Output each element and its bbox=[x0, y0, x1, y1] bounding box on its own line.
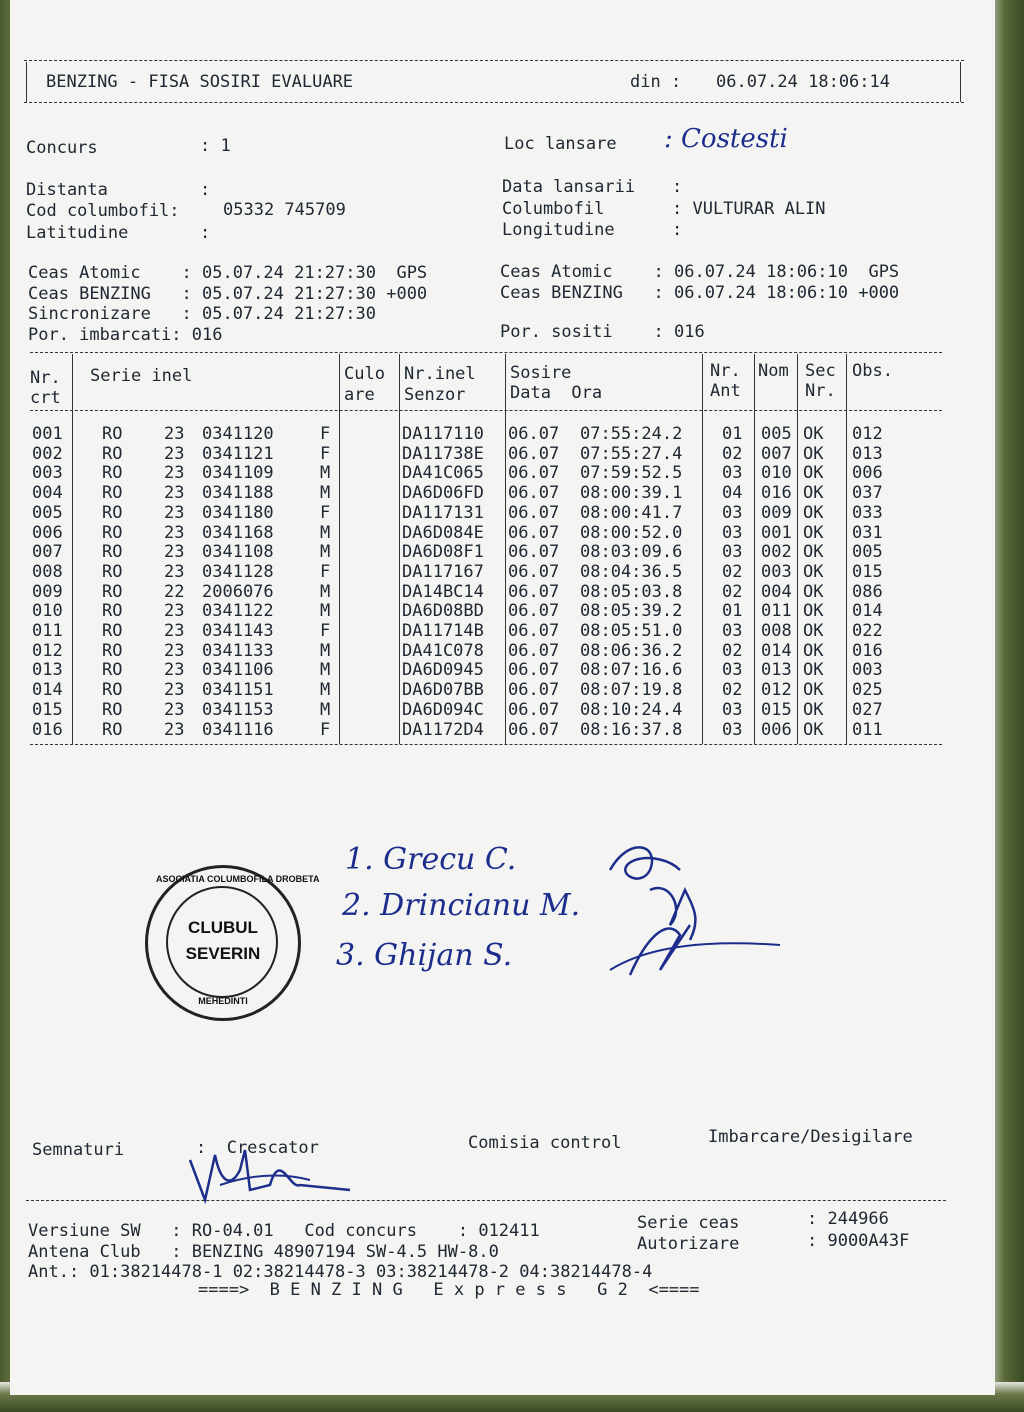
cell-obs: 012 bbox=[852, 424, 883, 444]
cell-inel: 0341188 bbox=[202, 483, 274, 504]
cell-inel: 0341153 bbox=[202, 699, 274, 720]
cell-sec: OK bbox=[803, 542, 824, 563]
table-row bbox=[10, 463, 995, 483]
cell-ora: 08:10:24.4 bbox=[580, 699, 683, 720]
cell-crt: 015 bbox=[32, 699, 63, 720]
distanta-label: Distanta bbox=[26, 180, 108, 200]
cell-senzor: DA6D094C bbox=[402, 699, 484, 720]
cell-sec: OK bbox=[803, 443, 824, 464]
cell-crt: 002 bbox=[32, 443, 63, 464]
cell-data: 06.07 bbox=[508, 542, 560, 563]
cell-obs: 022 bbox=[852, 621, 883, 641]
ceas-benzing-sosire: Ceas BENZING : 06.07.24 18:06:10 +000 bbox=[500, 283, 900, 303]
cell-sec: OK bbox=[803, 424, 824, 444]
cell-nom: 012 bbox=[761, 680, 792, 701]
cell-senzor: DA41C078 bbox=[402, 640, 484, 661]
cell-inel: 0341108 bbox=[202, 542, 274, 563]
longitudine-label: Longitudine bbox=[502, 220, 615, 240]
footer-antene: Ant.: 01:38214478-1 02:38214478-3 03:38214478-2 04:38214478-4 bbox=[28, 1262, 653, 1282]
cell-ora: 08:05:03.8 bbox=[580, 581, 683, 602]
cell-an: 23 bbox=[164, 542, 185, 563]
cell-sex: F bbox=[320, 502, 331, 523]
header-nr: Nr. bbox=[30, 368, 61, 388]
header-sec-2: Nr. bbox=[805, 381, 836, 401]
cell-obs: 013 bbox=[852, 443, 883, 464]
cell-crt: 003 bbox=[32, 463, 63, 484]
cell-tara: RO bbox=[102, 699, 123, 720]
loc-lansare-label: Loc lansare bbox=[504, 134, 617, 154]
cell-nom: 006 bbox=[761, 719, 792, 740]
concurs-value: : 1 bbox=[200, 136, 231, 156]
cell-data: 06.07 bbox=[508, 601, 560, 622]
crescator-signature-icon bbox=[180, 1130, 360, 1210]
cell-data: 06.07 bbox=[508, 621, 560, 641]
cell-crt: 012 bbox=[32, 640, 63, 661]
cell-tara: RO bbox=[102, 581, 123, 602]
cell-inel: 0341116 bbox=[202, 719, 274, 740]
cell-sec: OK bbox=[803, 561, 824, 582]
cell-sec: OK bbox=[803, 640, 824, 661]
cell-tara: RO bbox=[102, 660, 123, 681]
ceas-atomic-lansare: Ceas Atomic : 05.07.24 21:27:30 GPS bbox=[28, 263, 428, 283]
cell-nom: 009 bbox=[761, 502, 792, 523]
cell-an: 23 bbox=[164, 483, 185, 504]
cell-sec: OK bbox=[803, 601, 824, 622]
cell-obs: 006 bbox=[852, 463, 883, 484]
cell-inel: 0341120 bbox=[202, 424, 274, 444]
cell-crt: 016 bbox=[32, 719, 63, 740]
header-nr-ant-2: Ant bbox=[710, 381, 741, 401]
cell-obs: 014 bbox=[852, 601, 883, 622]
cell-tara: RO bbox=[102, 542, 123, 563]
table-row bbox=[10, 523, 995, 543]
cell-inel: 0341106 bbox=[202, 660, 274, 681]
header-culo: Culo bbox=[344, 364, 385, 384]
cell-inel: 0341128 bbox=[202, 561, 274, 582]
cod-columbofil-value: 05332 745709 bbox=[223, 200, 346, 220]
cell-an: 23 bbox=[164, 502, 185, 523]
cell-data: 06.07 bbox=[508, 443, 560, 464]
cell-sex: M bbox=[320, 522, 331, 543]
cell-tara: RO bbox=[102, 483, 123, 504]
cell-ant: 02 bbox=[722, 640, 743, 661]
cell-obs: 031 bbox=[852, 522, 883, 543]
handwritten-line-2: 2. Drincianu M. bbox=[342, 888, 581, 923]
cell-nom: 015 bbox=[761, 699, 792, 720]
cell-tara: RO bbox=[102, 621, 123, 641]
cell-obs: 011 bbox=[852, 719, 883, 740]
stamp-inner-ring bbox=[166, 886, 278, 998]
cell-an: 23 bbox=[164, 680, 185, 701]
cell-crt: 009 bbox=[32, 581, 63, 602]
cell-sec: OK bbox=[803, 680, 824, 701]
cell-tara: RO bbox=[102, 640, 123, 661]
cell-sec: OK bbox=[803, 699, 824, 720]
table-row bbox=[10, 562, 995, 582]
cell-ora: 08:06:36.2 bbox=[580, 640, 683, 661]
cell-inel: 0341143 bbox=[202, 621, 274, 641]
cell-ora: 08:05:39.2 bbox=[580, 601, 683, 622]
cell-crt: 010 bbox=[32, 601, 63, 622]
cell-senzor: DA6D07BB bbox=[402, 680, 484, 701]
cell-nom: 001 bbox=[761, 522, 792, 543]
table-top-border bbox=[30, 352, 942, 353]
cell-an: 23 bbox=[164, 463, 185, 484]
header-sosire: Sosire bbox=[510, 363, 572, 383]
cell-ant: 03 bbox=[722, 699, 743, 720]
cell-an: 23 bbox=[164, 719, 185, 740]
cell-data: 06.07 bbox=[508, 699, 560, 720]
footer-serie-ceas-label: Serie ceas bbox=[637, 1213, 740, 1233]
loc-lansare-handwritten: : Costesti bbox=[664, 124, 788, 154]
stamp-ring-bottom: MEHEDINTI bbox=[198, 996, 248, 1006]
cell-sec: OK bbox=[803, 581, 824, 602]
distanta-value: : bbox=[200, 180, 211, 200]
table-row bbox=[10, 660, 995, 680]
cell-data: 06.07 bbox=[508, 463, 560, 484]
cell-nom: 011 bbox=[761, 601, 792, 622]
cell-an: 23 bbox=[164, 621, 185, 641]
header-data-ora: Data Ora bbox=[510, 383, 603, 403]
print-datetime: 06.07.24 18:06:14 bbox=[716, 72, 890, 92]
cell-crt: 001 bbox=[32, 424, 63, 444]
cell-inel: 0341109 bbox=[202, 463, 274, 484]
cell-ora: 08:03:09.6 bbox=[580, 542, 683, 563]
cell-ant: 03 bbox=[722, 542, 743, 563]
cell-sex: F bbox=[320, 621, 331, 641]
cell-data: 06.07 bbox=[508, 660, 560, 681]
columbofil-value: : VULTURAR ALIN bbox=[672, 199, 826, 219]
cell-ora: 08:00:41.7 bbox=[580, 502, 683, 523]
imbarcare-desigilare-label: Imbarcare/Desigilare bbox=[708, 1127, 913, 1147]
cell-tara: RO bbox=[102, 463, 123, 484]
table-row bbox=[10, 621, 995, 641]
cell-ant: 01 bbox=[722, 424, 743, 444]
cell-an: 23 bbox=[164, 660, 185, 681]
cell-obs: 025 bbox=[852, 680, 883, 701]
table-row bbox=[10, 641, 995, 661]
cell-obs: 003 bbox=[852, 660, 883, 681]
cell-senzor: DA117131 bbox=[402, 502, 484, 523]
paper-sheet bbox=[10, 0, 995, 1395]
cell-inel: 0341133 bbox=[202, 640, 274, 661]
header-top-border bbox=[24, 60, 964, 61]
din-label: din : bbox=[630, 72, 682, 92]
data-lansarii-label: Data lansarii bbox=[502, 177, 636, 197]
stamp-ring-top: ASOCIATIA COLUMBOFILA DROBETA bbox=[156, 874, 320, 884]
table-row bbox=[10, 720, 995, 740]
header-obs: Obs. bbox=[852, 361, 893, 381]
semnaturi-label: Semnaturi bbox=[32, 1140, 125, 1160]
table-row bbox=[10, 483, 995, 503]
cell-ant: 03 bbox=[722, 719, 743, 740]
cell-crt: 011 bbox=[32, 621, 63, 641]
cell-senzor: DA41C065 bbox=[402, 463, 484, 484]
cod-columbofil-label: Cod columbofil: bbox=[26, 201, 180, 221]
ceas-benzing-lansare: Ceas BENZING : 05.07.24 21:27:30 +000 bbox=[28, 284, 428, 304]
latitudine-value: : bbox=[200, 223, 211, 243]
cell-obs: 016 bbox=[852, 640, 883, 661]
cell-tara: RO bbox=[102, 561, 123, 582]
cell-sex: M bbox=[320, 463, 331, 484]
cell-ora: 07:55:24.2 bbox=[580, 424, 683, 444]
cell-crt: 005 bbox=[32, 502, 63, 523]
table-row bbox=[10, 582, 995, 602]
cell-ant: 02 bbox=[722, 561, 743, 582]
cell-sex: M bbox=[320, 581, 331, 602]
cell-sex: M bbox=[320, 699, 331, 720]
header-right-border bbox=[960, 62, 961, 102]
cell-data: 06.07 bbox=[508, 680, 560, 701]
cell-ora: 07:55:27.4 bbox=[580, 443, 683, 464]
cell-obs: 005 bbox=[852, 542, 883, 563]
table-header-bottom-border bbox=[30, 410, 942, 411]
cell-senzor: DA6D08F1 bbox=[402, 542, 484, 563]
cell-crt: 013 bbox=[32, 660, 63, 681]
cell-sex: M bbox=[320, 601, 331, 622]
cell-tara: RO bbox=[102, 601, 123, 622]
cell-data: 06.07 bbox=[508, 522, 560, 543]
cell-tara: RO bbox=[102, 424, 123, 444]
cell-sec: OK bbox=[803, 621, 824, 641]
cell-ora: 08:04:36.5 bbox=[580, 561, 683, 582]
document-title: BENZING - FISA SOSIRI EVALUARE bbox=[46, 72, 354, 92]
cell-tara: RO bbox=[102, 443, 123, 464]
cell-sex: F bbox=[320, 561, 331, 582]
footer-autorizare-value: : 9000A43F bbox=[807, 1231, 910, 1251]
table-row bbox=[10, 503, 995, 523]
cell-obs: 086 bbox=[852, 581, 883, 602]
cell-obs: 033 bbox=[852, 502, 883, 523]
cell-sex: M bbox=[320, 660, 331, 681]
cell-sec: OK bbox=[803, 522, 824, 543]
club-stamp bbox=[145, 865, 320, 1021]
cell-sex: M bbox=[320, 483, 331, 504]
cell-senzor: DA6D0945 bbox=[402, 660, 484, 681]
cell-crt: 007 bbox=[32, 542, 63, 563]
cell-ant: 03 bbox=[722, 621, 743, 641]
header-serie-inel: Serie inel bbox=[90, 366, 193, 386]
cell-nom: 010 bbox=[761, 463, 792, 484]
data-lansarii-value: : bbox=[672, 177, 683, 197]
cell-nom: 004 bbox=[761, 581, 792, 602]
cell-ora: 08:00:52.0 bbox=[580, 522, 683, 543]
cell-inel: 0341151 bbox=[202, 680, 274, 701]
crescator-label: : Crescator bbox=[196, 1138, 319, 1158]
cell-senzor: DA14BC14 bbox=[402, 581, 484, 602]
cell-nom: 002 bbox=[761, 542, 792, 563]
cell-an: 23 bbox=[164, 561, 185, 582]
footer-antena-club: Antena Club : BENZING 48907194 SW-4.5 HW-8.0 bbox=[28, 1242, 499, 1262]
cell-an: 23 bbox=[164, 443, 185, 464]
cell-ora: 08:16:37.8 bbox=[580, 719, 683, 740]
cell-obs: 015 bbox=[852, 561, 883, 582]
cell-data: 06.07 bbox=[508, 581, 560, 602]
cell-nom: 013 bbox=[761, 660, 792, 681]
table-row bbox=[10, 444, 995, 464]
concurs-label: Concurs bbox=[26, 138, 98, 158]
table-row bbox=[10, 680, 995, 700]
header-nr-ant-1: Nr. bbox=[710, 361, 741, 381]
cell-nom: 007 bbox=[761, 443, 792, 464]
cell-data: 06.07 bbox=[508, 561, 560, 582]
cell-data: 06.07 bbox=[508, 640, 560, 661]
cell-sex: F bbox=[320, 424, 331, 444]
handwritten-signatures-icon bbox=[590, 830, 790, 990]
cell-tara: RO bbox=[102, 719, 123, 740]
table-bottom-border bbox=[30, 744, 942, 745]
cell-inel: 0341180 bbox=[202, 502, 274, 523]
header-left-border bbox=[26, 62, 27, 102]
cell-nom: 003 bbox=[761, 561, 792, 582]
cell-inel: 2006076 bbox=[202, 581, 274, 602]
cell-ant: 03 bbox=[722, 502, 743, 523]
cell-an: 23 bbox=[164, 601, 185, 622]
cell-crt: 004 bbox=[32, 483, 63, 504]
stamp-center-line-2: SEVERIN bbox=[185, 944, 261, 963]
cell-crt: 006 bbox=[32, 522, 63, 543]
columbofil-label: Columbofil bbox=[502, 199, 605, 219]
table-row bbox=[10, 700, 995, 720]
cell-nom: 008 bbox=[761, 621, 792, 641]
cell-nom: 014 bbox=[761, 640, 792, 661]
cell-ora: 08:00:39.1 bbox=[580, 483, 683, 504]
header-nom: Nom bbox=[758, 361, 789, 381]
cell-senzor: DA117110 bbox=[402, 424, 484, 444]
header-crt: crt bbox=[30, 388, 61, 408]
cell-sec: OK bbox=[803, 483, 824, 504]
cell-ora: 08:07:19.8 bbox=[580, 680, 683, 701]
cell-nom: 016 bbox=[761, 483, 792, 504]
cell-data: 06.07 bbox=[508, 483, 560, 504]
cell-sec: OK bbox=[803, 660, 824, 681]
footer-benzing-express: ====> B E N Z I N G E x p r e s s G 2 <==== bbox=[198, 1280, 700, 1300]
por-sositi: Por. sositi : 016 bbox=[500, 322, 705, 342]
cell-inel: 0341121 bbox=[202, 443, 274, 464]
handwritten-line-3: 3. Ghijan S. bbox=[336, 938, 513, 973]
cell-obs: 037 bbox=[852, 483, 883, 504]
cell-ora: 08:07:16.6 bbox=[580, 660, 683, 681]
cell-ora: 07:59:52.5 bbox=[580, 463, 683, 484]
cell-an: 23 bbox=[164, 424, 185, 444]
cell-sex: M bbox=[320, 640, 331, 661]
cell-tara: RO bbox=[102, 680, 123, 701]
cell-senzor: DA6D08BD bbox=[402, 601, 484, 622]
cell-ant: 02 bbox=[722, 581, 743, 602]
cell-inel: 0341122 bbox=[202, 601, 274, 622]
cell-senzor: DA6D06FD bbox=[402, 483, 484, 504]
cell-an: 23 bbox=[164, 699, 185, 720]
cell-senzor: DA117167 bbox=[402, 561, 484, 582]
cell-senzor: DA11714B bbox=[402, 621, 484, 641]
cell-sec: OK bbox=[803, 719, 824, 740]
cell-senzor: DA6D084E bbox=[402, 522, 484, 543]
cell-data: 06.07 bbox=[508, 424, 560, 444]
stamp-center-line-1: CLUBUL bbox=[188, 918, 258, 937]
cell-senzor: DA11738E bbox=[402, 443, 484, 464]
header-bottom-border bbox=[24, 102, 964, 103]
table-row bbox=[10, 601, 995, 621]
footer-top-border bbox=[26, 1200, 946, 1201]
footer-serie-ceas-value: : 244966 bbox=[807, 1209, 889, 1229]
cell-ant: 03 bbox=[722, 660, 743, 681]
cell-crt: 014 bbox=[32, 680, 63, 701]
cell-data: 06.07 bbox=[508, 502, 560, 523]
cell-an: 23 bbox=[164, 640, 185, 661]
cell-sec: OK bbox=[803, 463, 824, 484]
longitudine-value: : bbox=[672, 220, 683, 240]
cell-ant: 04 bbox=[722, 483, 743, 504]
cell-sex: M bbox=[320, 542, 331, 563]
cell-ant: 03 bbox=[722, 463, 743, 484]
cell-nom: 005 bbox=[761, 424, 792, 444]
table-row bbox=[10, 424, 995, 444]
cell-data: 06.07 bbox=[508, 719, 560, 740]
ceas-atomic-sosire: Ceas Atomic : 06.07.24 18:06:10 GPS bbox=[500, 262, 900, 282]
cell-sex: F bbox=[320, 443, 331, 464]
cell-ant: 01 bbox=[722, 601, 743, 622]
cell-obs: 027 bbox=[852, 699, 883, 720]
handwritten-line-1: 1. Grecu C. bbox=[345, 842, 517, 877]
cell-sex: M bbox=[320, 680, 331, 701]
cell-sec: OK bbox=[803, 502, 824, 523]
header-nr-inel: Nr.inel bbox=[404, 364, 476, 384]
footer-autorizare-label: Autorizare bbox=[637, 1234, 740, 1254]
cell-an: 23 bbox=[164, 522, 185, 543]
footer-versiune-cod: Versiune SW : RO-04.01 Cod concurs : 012411 bbox=[28, 1221, 540, 1241]
cell-tara: RO bbox=[102, 502, 123, 523]
header-senzor: Senzor bbox=[404, 385, 466, 405]
cell-ant: 03 bbox=[722, 522, 743, 543]
cell-tara: RO bbox=[102, 522, 123, 543]
cell-an: 22 bbox=[164, 581, 185, 602]
cell-senzor: DA1172D4 bbox=[402, 719, 484, 740]
cell-ant: 02 bbox=[722, 680, 743, 701]
comisia-control-label: Comisia control bbox=[468, 1133, 622, 1153]
latitudine-label: Latitudine bbox=[26, 223, 129, 243]
table-row bbox=[10, 542, 995, 562]
cell-ora: 08:05:51.0 bbox=[580, 621, 683, 641]
sincronizare: Sincronizare : 05.07.24 21:27:30 bbox=[28, 304, 376, 324]
header-sec-1: Sec bbox=[805, 361, 836, 381]
cell-crt: 008 bbox=[32, 561, 63, 582]
cell-ant: 02 bbox=[722, 443, 743, 464]
header-are: are bbox=[344, 385, 375, 405]
cell-inel: 0341168 bbox=[202, 522, 274, 543]
por-imbarcati: Por. imbarcati: 016 bbox=[28, 325, 223, 345]
cell-sex: F bbox=[320, 719, 331, 740]
